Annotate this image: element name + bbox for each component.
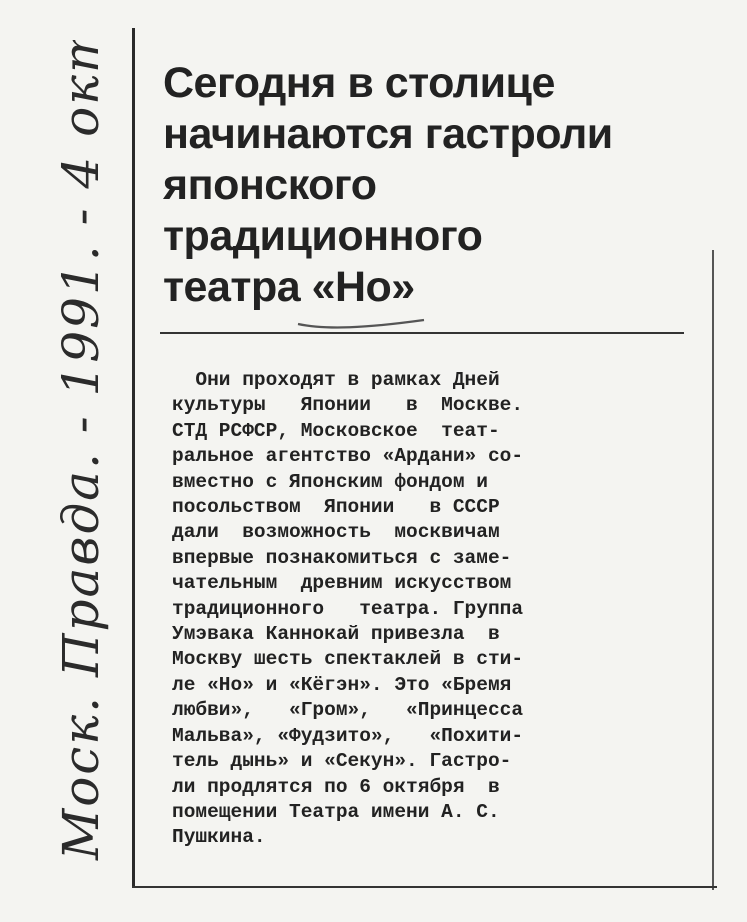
body-line: ле «Но» и «Кёгэн». Это «Бремя	[172, 673, 512, 696]
body-line: Москву шесть спектаклей в сти-	[172, 648, 524, 671]
article-headline	[163, 58, 683, 313]
handwritten-note-drawing	[20, 40, 130, 880]
body-line: Мальва», «Фудзито», «Похити-	[172, 724, 524, 747]
body-line: культуры Японии в Москве.	[172, 394, 524, 417]
headline-line: начинаются гастроли	[163, 110, 613, 158]
body-line: тель дынь» и «Секун». Гастро-	[172, 750, 512, 773]
pencil-underline	[296, 312, 426, 332]
column-divider	[132, 28, 135, 888]
headline-line: традиционного	[163, 212, 483, 260]
body-line: Умэвака Каннокай привезла в	[172, 623, 500, 646]
body-line: чательным древним искусством	[172, 572, 512, 595]
headline-line: театра «Но»	[163, 263, 415, 311]
body-line: дали возможность москвичам	[172, 521, 500, 544]
body-line: ли продлятся по 6 октября в	[172, 775, 500, 798]
body-line: посольством Японии в СССР	[172, 496, 500, 519]
headline-rule	[160, 332, 684, 334]
body-line: помещении Театра имени А. С.	[172, 800, 500, 823]
article-body	[172, 368, 694, 851]
headline-line: Сегодня в столице	[163, 59, 555, 107]
body-line: вместно с Японским фондом и	[172, 470, 488, 493]
body-line: любви», «Гром», «Принцесса	[172, 699, 524, 722]
clipping-right-edge	[712, 250, 714, 890]
clipping-bottom-edge	[132, 886, 717, 888]
body-line: впервые познакомиться с заме-	[172, 546, 512, 569]
body-line: СТД РСФСР, Московское теат-	[172, 419, 500, 442]
headline-line: японского	[163, 161, 377, 209]
body-line: Они проходят в рамках Дней	[172, 369, 500, 391]
body-line: традиционного театра. Группа	[172, 597, 524, 620]
handwritten-note	[20, 40, 130, 880]
handwritten-note-text: Моск. Правда. - 1991. - 4 окт.	[52, 40, 110, 860]
body-line: Пушкина.	[172, 826, 266, 849]
body-line: ральное агентство «Ардани» со-	[172, 445, 524, 468]
